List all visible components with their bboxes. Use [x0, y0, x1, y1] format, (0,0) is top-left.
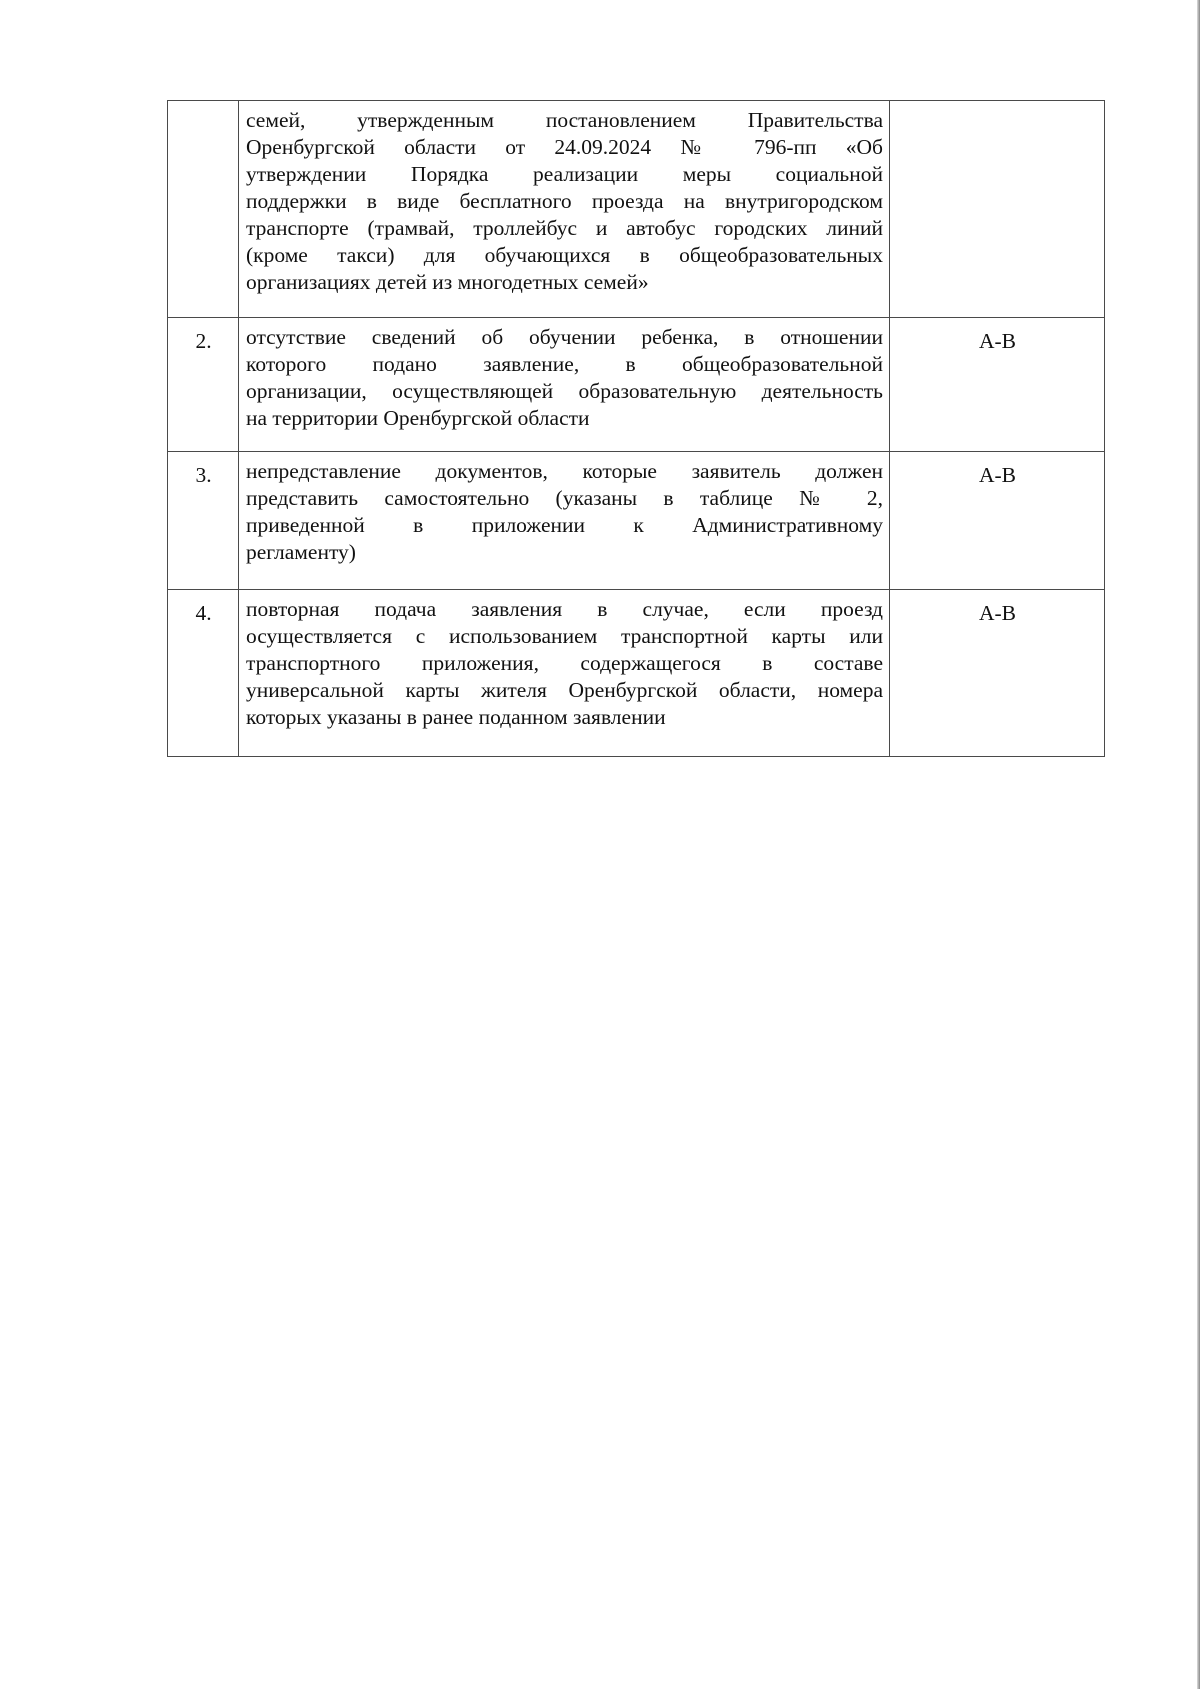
text-line: организации, осуществляющей образовательную деятельность: [246, 379, 883, 403]
row-code: [890, 101, 1105, 318]
row-code: А-В: [890, 318, 1105, 452]
text-line: отсутствие сведений об обучении ребенка, в отношении: [246, 325, 883, 349]
row-text: [239, 452, 890, 590]
text-line: осуществляется с использованием транспортной карты или: [246, 624, 883, 648]
row-code: А-В: [890, 452, 1105, 590]
row-text: [239, 101, 890, 318]
row-number: 3.: [168, 452, 239, 590]
text-line: организациях детей из многодетных семей»: [246, 270, 649, 294]
text-line: Оренбургской области от 24.09.2024 № 796-пп «Об: [246, 135, 883, 159]
table-row: [168, 452, 1105, 590]
text-line: непредставление документов, которые заявитель должен: [246, 459, 883, 483]
text-line: поддержки в виде бесплатного проезда на внутригородском: [246, 189, 883, 213]
text-line: утверждении Порядка реализации меры социальной: [246, 162, 883, 186]
text-line: приведенной в приложении к Административному: [246, 513, 883, 537]
row-number: [168, 101, 239, 318]
table-row: [168, 318, 1105, 452]
table-row: [168, 101, 1105, 318]
row-text: [239, 590, 890, 757]
row-number: 4.: [168, 590, 239, 757]
table-row: [168, 590, 1105, 757]
text-line: повторная подача заявления в случае, если проезд: [246, 597, 883, 621]
text-line: (кроме такси) для обучающихся в общеобразовательных: [246, 243, 883, 267]
text-line: которого подано заявление, в общеобразовательной: [246, 352, 883, 376]
text-line: которых указаны в ранее поданном заявлении: [246, 705, 666, 729]
text-line: регламенту): [246, 540, 356, 564]
text-line: семей, утвержденным постановлением Правительства: [246, 108, 883, 132]
row-code: А-В: [890, 590, 1105, 757]
text-line: транспорте (трамвай, троллейбус и автобус городских линий: [246, 216, 883, 240]
text-line: универсальной карты жителя Оренбургской области, номера: [246, 678, 883, 702]
text-line: на территории Оренбургской области: [246, 406, 590, 430]
row-text: [239, 318, 890, 452]
row-number: 2.: [168, 318, 239, 452]
grounds-table: [167, 100, 1105, 757]
text-line: представить самостоятельно (указаны в таблице № 2,: [246, 486, 883, 510]
text-line: транспортного приложения, содержащегося в составе: [246, 651, 883, 675]
